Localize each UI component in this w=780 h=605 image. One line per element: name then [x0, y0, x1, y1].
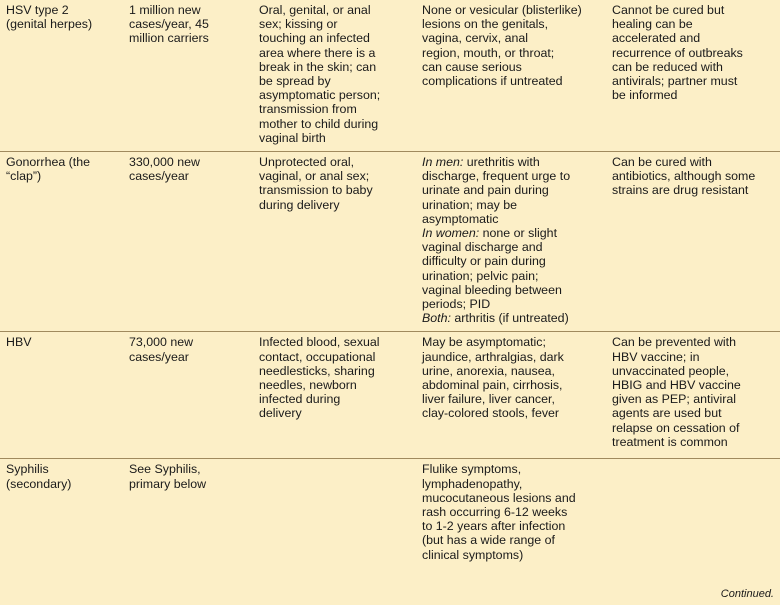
continued-note: Continued.	[720, 588, 774, 600]
symptom-group-label: In women:	[422, 226, 480, 241]
cell-line-text: difficulty or pain during	[422, 254, 546, 269]
cell-line: area where there is a	[259, 45, 376, 60]
cell-line-text: urine, anorexia, nausea,	[422, 363, 555, 378]
cell-line-text: rash occurring 6-12 weeks	[422, 505, 568, 520]
cell-line-text: to 1-2 years after infection	[422, 519, 566, 534]
transmission-cell-text	[259, 3, 410, 145]
symptom-group	[422, 311, 600, 325]
cell-line	[422, 378, 600, 392]
cell-line: strains are drug resistant	[612, 183, 749, 198]
cell-line: Unprotected oral,	[259, 155, 355, 170]
cell-line: needles, newborn	[259, 378, 357, 393]
cell-line-text: vaginal bleeding between	[422, 282, 562, 297]
cell-line: primary below	[129, 476, 207, 491]
cell-line	[422, 311, 600, 325]
cell-line	[422, 155, 600, 169]
symptoms-cell	[416, 332, 606, 459]
cell-line	[422, 548, 600, 562]
cell-line	[422, 533, 600, 547]
disease-cell-text	[6, 335, 117, 349]
cell-line-text: none or slight	[482, 226, 558, 241]
cell-line: antivirals; partner must	[612, 74, 738, 89]
cell-line	[422, 240, 600, 254]
cell-line: given as PEP; antiviral	[612, 392, 736, 407]
cell-line: 73,000 new	[129, 335, 194, 350]
cell-line-text: Flulike symptoms,	[422, 462, 522, 477]
treatment-cell	[606, 152, 780, 332]
cell-line: be informed	[612, 88, 678, 103]
cell-line	[422, 212, 600, 226]
cell-line-text: vaginal discharge and	[422, 240, 543, 255]
disease-cell	[0, 152, 123, 332]
transmission-cell	[253, 0, 416, 152]
cell-line: cases/year	[129, 349, 189, 364]
symptom-group-label: Both:	[422, 311, 451, 326]
cell-line: transmission from	[259, 102, 357, 117]
symptom-group	[422, 3, 600, 88]
cell-line: infected during	[259, 392, 341, 407]
cell-line	[422, 74, 600, 88]
table-row	[0, 459, 780, 605]
cell-line: transmission to baby	[259, 183, 373, 198]
disease-cell-text	[6, 3, 117, 31]
cell-line	[422, 519, 600, 533]
cell-line	[422, 17, 600, 31]
cell-line	[422, 505, 600, 519]
cell-line: See Syphilis,	[129, 462, 201, 477]
symptoms-cell	[416, 152, 606, 332]
cell-line	[422, 462, 600, 476]
cell-line: HSV type 2	[6, 3, 69, 17]
incidence-cell	[123, 332, 253, 459]
cell-line-text: abdominal pain, cirrhosis,	[422, 378, 563, 393]
cell-line: be spread by	[259, 74, 331, 89]
cell-line: can be reduced with	[612, 59, 723, 74]
table-row	[0, 0, 780, 152]
cell-line-text: complications if untreated	[422, 74, 563, 89]
cell-line: HBV vaccine; in	[612, 349, 700, 364]
cell-line: asymptomatic person;	[259, 88, 381, 103]
symptom-group	[422, 335, 600, 420]
cell-line: during delivery	[259, 197, 340, 212]
cell-line: vaginal birth	[259, 130, 326, 145]
cell-line: Cannot be cured but	[612, 3, 725, 17]
cell-line-text: discharge, frequent urge to	[422, 169, 571, 184]
cell-line-text: urination; pelvic pain;	[422, 268, 539, 283]
incidence-cell-text	[129, 3, 247, 46]
cell-line: touching an infected	[259, 31, 370, 46]
cell-line: needlesticks, sharing	[259, 363, 375, 378]
treatment-cell	[606, 0, 780, 152]
symptoms-cell	[416, 459, 606, 605]
cell-line: contact, occupational	[259, 349, 376, 364]
cell-line-text: urination; may be	[422, 197, 518, 212]
cell-line: cases/year, 45	[129, 17, 209, 32]
cell-line: cases/year	[129, 169, 189, 184]
cell-line: vaginal, or anal sex;	[259, 169, 370, 184]
cell-line-text: arthritis (if untreated)	[454, 311, 569, 326]
table-row	[0, 152, 780, 332]
cell-line: Gonorrhea (the	[6, 155, 91, 170]
transmission-cell-text	[259, 335, 410, 420]
transmission-cell	[253, 459, 416, 605]
cell-line	[422, 350, 600, 364]
cell-line: accelerated and	[612, 31, 701, 46]
cell-line-text: (but has a wide range of	[422, 533, 555, 548]
cell-line	[422, 226, 600, 240]
cell-line-text: clay-colored stools, fever	[422, 406, 560, 421]
cell-line	[422, 335, 600, 349]
incidence-cell	[123, 0, 253, 152]
cell-line-text: lesions on the genitals,	[422, 17, 549, 32]
cell-line: 330,000 new	[129, 155, 200, 170]
cell-line-text: region, mouth, or throat;	[422, 45, 555, 60]
cell-line	[422, 3, 600, 17]
cell-line: 1 million new	[129, 3, 201, 17]
transmission-cell	[253, 152, 416, 332]
treatment-cell-text	[612, 335, 774, 449]
cell-line: sex; kissing or	[259, 17, 338, 32]
symptom-group	[422, 155, 600, 226]
cell-line-text: asymptomatic	[422, 211, 499, 226]
cell-line-text: vagina, cervix, anal	[422, 31, 529, 46]
cell-line: “clap”)	[6, 169, 42, 184]
disease-cell	[0, 0, 123, 152]
cell-line-text: lymphadenopathy,	[422, 476, 523, 491]
cell-line	[422, 297, 600, 311]
cell-line	[422, 46, 600, 60]
disease-cell-text	[6, 462, 117, 490]
cell-line: Infected blood, sexual	[259, 335, 380, 350]
symptom-group-label: In men:	[422, 155, 464, 170]
cell-line: Can be prevented with	[612, 335, 736, 350]
cell-line	[422, 60, 600, 74]
cell-line-text: mucocutaneous lesions and	[422, 490, 576, 505]
treatment-cell-text	[612, 3, 774, 102]
cell-line: delivery	[259, 406, 302, 421]
cell-line: break in the skin; can	[259, 59, 377, 74]
cell-line: healing can be	[612, 17, 693, 32]
cell-line	[422, 392, 600, 406]
cell-line-text: None or vesicular (blisterlike)	[422, 3, 582, 17]
symptoms-cell	[416, 0, 606, 152]
cell-line: Syphilis	[6, 462, 49, 477]
cell-line: mother to child during	[259, 116, 379, 131]
cell-line-text: jaundice, arthralgias, dark	[422, 349, 564, 364]
treatment-cell-text	[612, 155, 774, 198]
cell-line-text: urethritis with	[466, 155, 540, 170]
incidence-cell	[123, 459, 253, 605]
transmission-cell	[253, 332, 416, 459]
cell-line: million carriers	[129, 31, 209, 46]
treatment-cell	[606, 459, 780, 605]
cell-line-text: can cause serious	[422, 59, 522, 74]
cell-line	[422, 31, 600, 45]
disease-cell-text	[6, 155, 117, 183]
incidence-cell-text	[129, 462, 247, 490]
cell-line-text: clinical symptoms)	[422, 547, 524, 562]
cell-line: antibiotics, although some	[612, 169, 756, 184]
incidence-cell	[123, 152, 253, 332]
cell-line	[422, 269, 600, 283]
cell-line: unvaccinated people,	[612, 363, 730, 378]
cell-line	[422, 406, 600, 420]
cell-line: recurrence of outbreaks	[612, 45, 743, 60]
cell-line: Oral, genital, or anal	[259, 3, 371, 17]
disease-cell	[0, 459, 123, 605]
cell-line: agents are used but	[612, 406, 722, 421]
cell-line: Can be cured with	[612, 155, 712, 170]
incidence-cell-text	[129, 335, 247, 363]
symptom-group	[422, 462, 600, 561]
cell-line	[422, 364, 600, 378]
transmission-cell-text	[259, 155, 410, 212]
cell-line-text: periods; PID	[422, 297, 491, 312]
cell-line	[422, 254, 600, 268]
cell-line: relapse on cessation of	[612, 420, 740, 435]
cell-line	[422, 198, 600, 212]
table-row	[0, 332, 780, 459]
cell-line	[422, 169, 600, 183]
cell-line	[422, 283, 600, 297]
cell-line: HBIG and HBV vaccine	[612, 378, 741, 393]
disease-cell	[0, 332, 123, 459]
cell-line-text: urinate and pain during	[422, 183, 549, 198]
cell-line: treatment is common	[612, 434, 728, 449]
treatment-cell	[606, 332, 780, 459]
cell-line	[422, 183, 600, 197]
cell-line: (secondary)	[6, 476, 72, 491]
incidence-cell-text	[129, 155, 247, 183]
cell-line	[422, 491, 600, 505]
symptom-group	[422, 226, 600, 311]
cell-line	[422, 477, 600, 491]
cell-line-text: May be asymptomatic;	[422, 335, 546, 350]
cell-line: (genital herpes)	[6, 17, 93, 32]
cell-line-text: liver failure, liver cancer,	[422, 392, 555, 407]
cell-line: HBV	[6, 335, 32, 350]
